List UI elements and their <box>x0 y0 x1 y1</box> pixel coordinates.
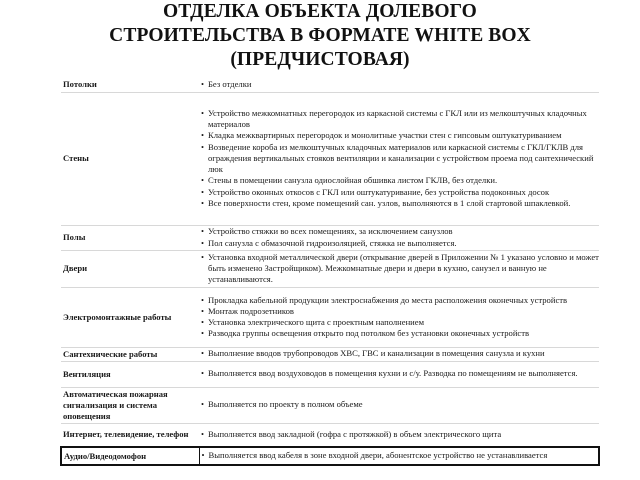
list-item: • Пол санузла с обмазочной гидроизоляцией, стяжка не выполняется. <box>201 238 599 249</box>
title-line-2: СТРОИТЕЛЬСТВА В ФОРМАТЕ WHITE BOX <box>109 25 531 46</box>
page-title <box>0 0 640 72</box>
row-category: Сантехнические работы <box>61 347 199 361</box>
title-line-1: ОТДЕЛКА ОБЪЕКТА ДОЛЕВОГО <box>163 1 477 22</box>
row-items <box>199 447 599 465</box>
table-row-doors <box>61 250 599 287</box>
list-item: • Устройство межкомнатных перегородок из каркасной системы с ГКЛ или из мелкоштучных кладочных материалов <box>201 108 599 130</box>
table-row-walls <box>61 92 599 225</box>
title-line-3: (ПРЕДЧИСТОВАЯ) <box>230 49 410 70</box>
table-row-intercom <box>61 447 599 465</box>
row-items <box>199 347 599 361</box>
row-items <box>199 387 599 423</box>
finishing-spec-table <box>60 78 600 466</box>
table-row-ventilation <box>61 361 599 387</box>
row-category: Стены <box>61 92 199 225</box>
row-items <box>199 92 599 225</box>
list-item: • Монтаж подрозетников <box>201 306 599 317</box>
list-item: • Установка электрического щита с проектным наполнением <box>201 317 599 328</box>
list-item: • Выполняется ввод воздуховодов в помещения кухни и с/у. Разводка по помещениям не выполняется. <box>201 368 599 379</box>
list-item: • Без отделки <box>201 79 599 90</box>
list-item: • Стены в помещении санузла одиослойная обшивка листом ГКЛВ, без отделки. <box>201 175 599 186</box>
row-category: Электромонтажные работы <box>61 287 199 347</box>
row-category: Автоматическая пожарная сигнализация и система оповещения <box>61 387 199 423</box>
row-category: Интернет, телевидение, телефон <box>61 423 199 447</box>
row-category: Аудио/Видеодомофон <box>61 447 199 465</box>
row-items <box>199 225 599 250</box>
table-row-fire-alarm <box>61 387 599 423</box>
list-item: • Выполнение вводов трубопроводов ХВС, ГВС и канализации в помещения санузла и кухни <box>201 348 599 359</box>
row-category: Двери <box>61 250 199 287</box>
list-item: • Выполняется по проекту в полном объеме <box>201 399 599 410</box>
table-row-electrical <box>61 287 599 347</box>
row-items <box>199 423 599 447</box>
table-row-internet <box>61 423 599 447</box>
list-item: • Возведение короба из мелкоштучных кладочных материалов или каркасной системы с ГКЛ/ГКЛВ для ограждения вертикальных стояков вентиляции и канализации с устройством проема под сантехнический люк <box>201 142 599 176</box>
row-category: Полы <box>61 225 199 250</box>
list-item: • Установка входной металлической двери (открывание дверей в Приложении № 1 указано условно и может быть изменено Застройщиком). Межкомнатные двери и двери в кухню, санузел и ванную не устанавливаются. <box>201 252 599 286</box>
row-category: Потолки <box>61 78 199 92</box>
table-row-floors <box>61 225 599 250</box>
row-items <box>199 78 599 92</box>
row-items <box>199 287 599 347</box>
row-items <box>199 361 599 387</box>
list-item: • Устройство оконных откосов с ГКЛ или оштукатуривание, без устройства подоконных досок <box>201 187 599 198</box>
list-item: • Прокладка кабельной продукции электроснабжения до места расположения оконечных устройств <box>201 295 599 306</box>
list-item: • Разводка группы освещения открыто под потолком без установки оконечных устройств <box>201 328 599 339</box>
list-item: • Кладка межквартирных перегородок и монолитные участки стен с гипсовым оштукатуриванием <box>201 130 599 141</box>
list-item: • Выполняется ввод кабеля в зоне входной двери, абонентское устройство не устанавливается <box>202 450 599 461</box>
table-row-ceilings <box>61 78 599 92</box>
table-row-plumbing <box>61 347 599 361</box>
row-category: Вентиляция <box>61 361 199 387</box>
list-item: • Все поверхности стен, кроме помещений сан. узлов, выполняются в 1 слой стартовой шпаклевкой. <box>201 198 599 209</box>
list-item: • Выполняется ввод закладной (гофра с протяжкой) в объем электрического щита <box>201 429 599 440</box>
row-items <box>199 250 599 287</box>
list-item: • Устройство стяжки во всех помещениях, за исключением санузлов <box>201 226 599 237</box>
